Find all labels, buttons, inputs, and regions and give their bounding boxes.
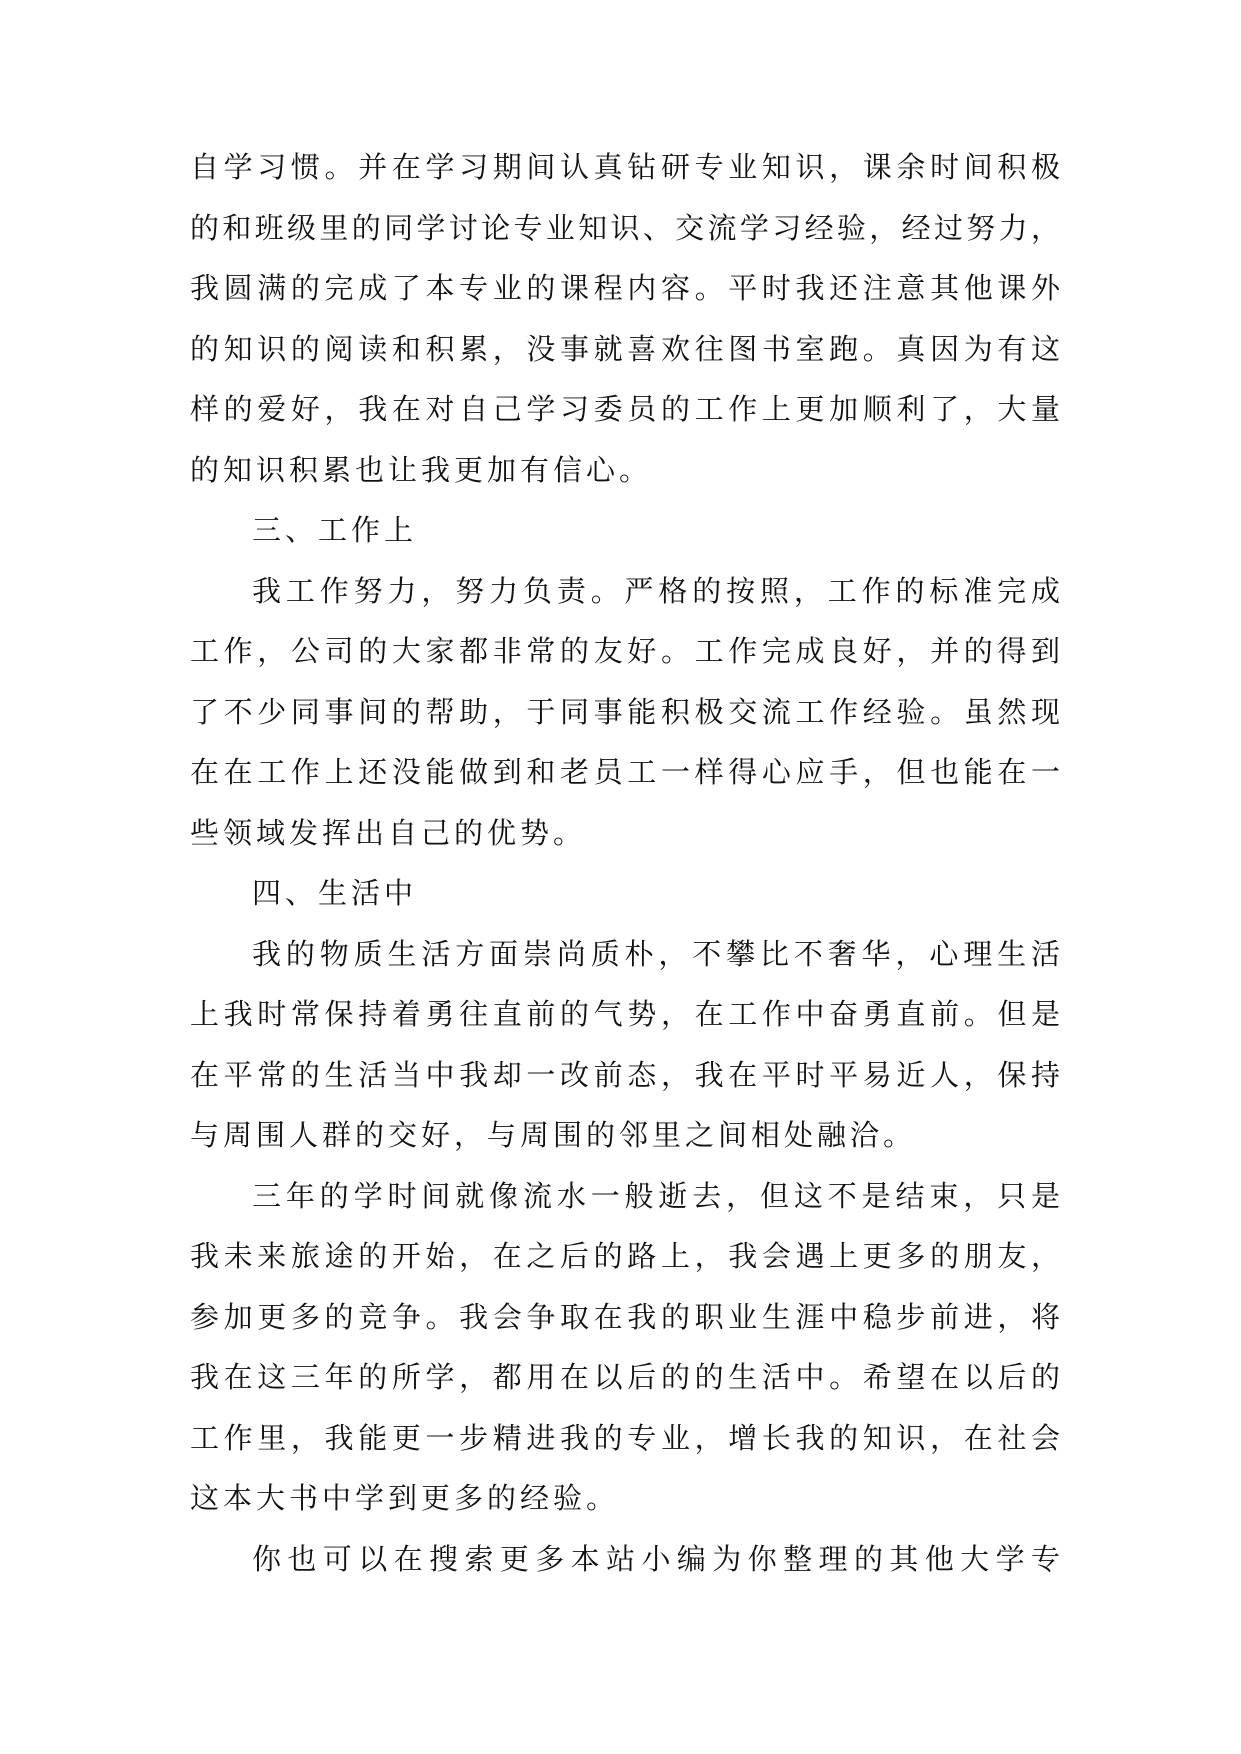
- text-line: 工作里，我能更一步精进我的专业，增长我的知识，在社会: [190, 1420, 1060, 1455]
- text-line: 我的物质生活方面崇尚质朴，不攀比不奢华，心理生活: [252, 936, 1060, 971]
- text-line: 与周围人群的交好，与周围的邻里之间相处融洽。: [190, 1118, 917, 1152]
- text-line: 工作，公司的大家都非常的友好。工作完成良好，并的得到: [190, 634, 1060, 668]
- text-line: 些领域发挥出自己的优势。: [190, 815, 587, 850]
- text-line: 这本大书中学到更多的经验。: [190, 1481, 620, 1515]
- text-line: 上我时常保持着勇往直前的气势，在工作中奋勇直前。但是: [190, 997, 1060, 1031]
- text-line: 我工作努力，努力负责。严格的按照，工作的标准完成: [252, 573, 1060, 608]
- text-line: 我圆满的完成了本专业的课程内容。平时我还注意其他课外: [190, 271, 1060, 305]
- text-line: 自学习惯。并在学习期间认真钻研专业知识，课余时间积极: [190, 150, 1060, 184]
- text-line: 三、工作上: [252, 513, 418, 547]
- text-line: 的和班级里的同学讨论专业知识、交流学习经验，经过努力，: [190, 210, 1060, 245]
- text-line: 你也可以在搜索更多本站小编为你整理的其他大学专: [252, 1541, 1060, 1576]
- text-line: 样的爱好，我在对自己学习委员的工作上更加顺利了，大量: [190, 392, 1060, 426]
- text-line: 参加更多的竞争。我会争取在我的职业生涯中稳步前进，将: [190, 1299, 1060, 1334]
- text-line: 四、生活中: [252, 876, 418, 910]
- text-line: 了不少同事间的帮助，于同事能积极交流工作经验。虽然现: [190, 694, 1060, 729]
- text-line: 我未来旅途的开始，在之后的路上，我会遇上更多的朋友，: [190, 1239, 1060, 1273]
- text-line: 我在这三年的所学，都用在以后的的生活中。希望在以后的: [190, 1360, 1060, 1394]
- text-line: 的知识积累也让我更加有信心。: [190, 452, 653, 487]
- text-line: 在平常的生活当中我却一改前态，我在平时平易近人，保持: [190, 1057, 1060, 1092]
- text-line: 的知识的阅读和积累，没事就喜欢往图书室跑。真因为有这: [190, 331, 1060, 366]
- text-line: 三年的学时间就像流水一般逝去，但这不是结束，只是: [252, 1178, 1060, 1213]
- text-line: 在在工作上还没能做到和老员工一样得心应手，但也能在一: [190, 755, 1060, 789]
